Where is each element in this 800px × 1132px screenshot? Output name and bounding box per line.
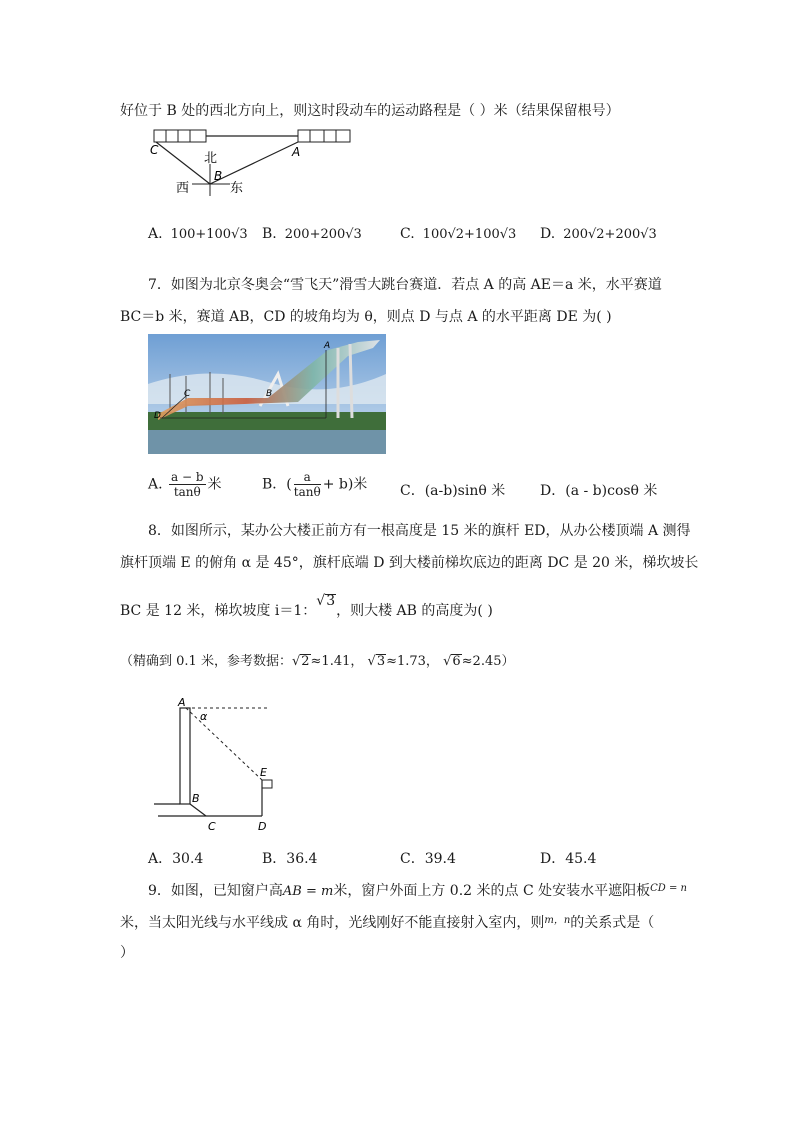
q6-option-a[interactable]: A. 100+100√3 <box>148 226 248 242</box>
q6-option-c[interactable]: C. 100√2+100√3 <box>400 226 517 242</box>
q7-text-line1: 7．如图为北京冬奥会“雪飞天”滑雪大跳台赛道．若点 A 的高 AE＝a 米，水平赛道 <box>148 277 662 293</box>
q8-text-line2: 旗杆顶端 E 的俯角 α 是 45°，旗杆底端 D 到大楼前梯坎底边的距离 DC 是 20 米，梯坎坡长 <box>120 555 699 571</box>
q6-option-d[interactable]: D. 200√2+200√3 <box>540 226 657 242</box>
q7-photo-label-A: A <box>324 341 331 351</box>
q7-option-b-fraction: $\frac{a}{\tan\theta}$ <box>293 470 321 499</box>
q6-continuation-text: 好位于 B 处的西北方向上，则这时段动车的运动路程是（ ）米（结果保留根号） <box>120 103 620 119</box>
q8-sqrt3: √ 3 <box>316 593 336 609</box>
q8-label-E: E <box>260 766 267 779</box>
q9-text-line1: 9．如图，已知窗户高AB = m米，窗户外面上方 0.2 米的点 C 处安装水平遮阳板$^{CD = n}$ <box>148 883 687 899</box>
q6-option-b[interactable]: B. 200+200√3 <box>262 226 362 242</box>
q6-label-C: C <box>150 143 159 157</box>
q8-label-C: C <box>208 820 216 833</box>
q8-reference-data: （精确到 0.1 米，参考数据：√ 2≈1.41， √ 3≈1.73， √ 6≈2.45） <box>120 650 515 669</box>
q8-option-b[interactable]: B．36.4 <box>262 851 318 867</box>
q8-option-d[interactable]: D．45.4 <box>540 851 597 867</box>
q8-figure <box>150 694 290 834</box>
q6-label-A: A <box>292 145 301 159</box>
q7-photo-label-D: D <box>154 411 161 421</box>
q6-label-east: 东 <box>230 181 244 196</box>
q8-text-line3: BC 是 12 米，梯坎坡度 i＝1：√ 3，则大楼 AB 的高度为( ) <box>120 600 493 620</box>
q8-option-a[interactable]: A．30.4 <box>148 851 204 867</box>
q7-option-a[interactable]: A. $\frac{a - b}{\tan\theta}$ 米 <box>148 470 222 499</box>
q7-option-a-fraction: $\frac{a - b}{\tan\theta}$ <box>171 470 204 499</box>
q8-text-line1: 8．如图所示，某办公大楼正前方有一根高度是 15 米的旗杆 ED，从办公楼顶端 A 测得 <box>148 523 691 539</box>
q8-label-B: B <box>192 792 200 805</box>
q7-option-d[interactable]: D．(a - b)cosθ 米 <box>540 483 658 499</box>
q9-text-line2: 米，当太阳光线与水平线成 α 角时，光线刚好不能直接射入室内，则$^{m,n}$的关系式是（ <box>120 915 655 931</box>
q7-photo-label-C: C <box>184 389 191 399</box>
q7-text-line2: BC＝b 米，赛道 AB，CD 的坡角均为 θ，则点 D 与点 A 的水平距离 DE 为( ) <box>120 309 612 325</box>
q8-option-c[interactable]: C．39.4 <box>400 851 456 867</box>
q8-label-A: A <box>178 696 186 709</box>
q7-photo-label-B: B <box>266 389 273 399</box>
q8-label-D: D <box>258 820 267 833</box>
q7-option-b[interactable]: B．( $\frac{a}{\tan\theta}$ + b)米 <box>262 470 368 499</box>
q6-figure <box>148 126 358 198</box>
q7-photo <box>148 334 386 454</box>
q6-label-B: B <box>214 169 223 183</box>
q9-text-line3: ） <box>120 945 134 961</box>
q8-label-alpha: α <box>200 710 208 723</box>
q6-label-west: 西 <box>176 181 190 196</box>
q7-option-c[interactable]: C．(a-b)sinθ 米 <box>400 483 506 499</box>
q6-label-north: 北 <box>204 151 218 166</box>
